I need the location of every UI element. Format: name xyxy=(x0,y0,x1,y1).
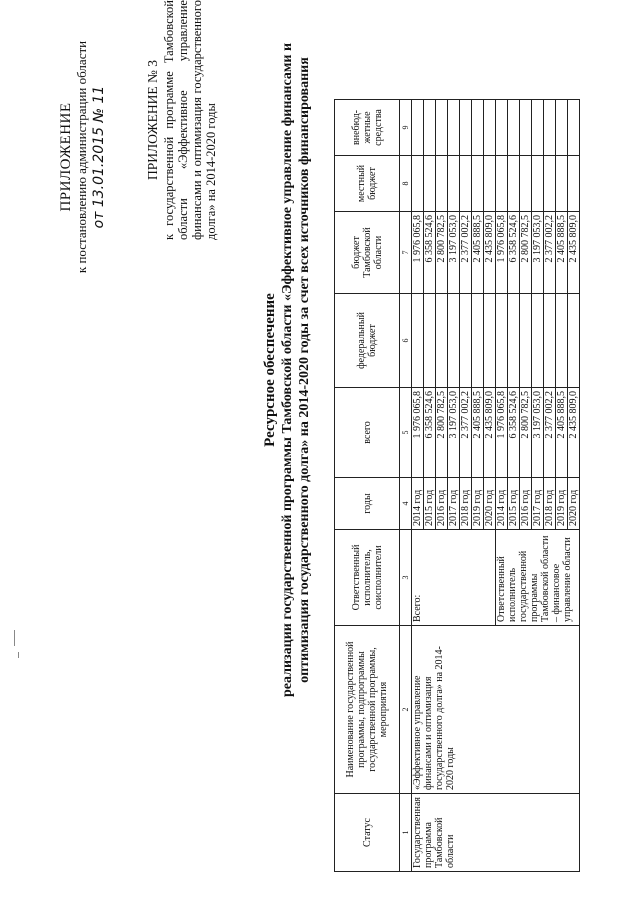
local-cell xyxy=(484,155,496,211)
executor-responsible-cell: Ответственный исполнитель государственной программы Тамбовской области – финансовое управление области xyxy=(496,529,580,625)
regional-cell: 2 405 888,5 xyxy=(472,211,484,293)
local-cell xyxy=(568,155,580,211)
total-cell: 6 358 524,6 xyxy=(424,387,436,477)
local-cell xyxy=(508,155,520,211)
local-cell xyxy=(460,155,472,211)
regional-cell: 2 377 002,2 xyxy=(544,211,556,293)
annex-block xyxy=(146,0,218,240)
table-header-row xyxy=(335,99,400,871)
federal-cell xyxy=(520,293,532,387)
extrabudgetary-cell xyxy=(460,99,472,155)
header-regional-budget: бюджет Тамбовской области xyxy=(335,211,400,293)
federal-cell xyxy=(436,293,448,387)
federal-cell xyxy=(532,293,544,387)
header-federal-budget: федеральный бюджет xyxy=(335,293,400,387)
column-number: 4 xyxy=(400,477,412,529)
extrabudgetary-cell xyxy=(436,99,448,155)
extrabudgetary-cell xyxy=(448,99,460,155)
regional-cell: 2 435 809,0 xyxy=(568,211,580,293)
regional-cell: 3 197 053,0 xyxy=(448,211,460,293)
approval-decree-line: к постановлению администрации области xyxy=(74,40,89,274)
executor-total-cell: Всего: xyxy=(412,529,496,625)
federal-cell xyxy=(472,293,484,387)
regional-cell: 2 800 782,5 xyxy=(520,211,532,293)
status-cell: Государственная программа Тамбовской области xyxy=(412,793,580,871)
scan-artifact xyxy=(18,652,19,658)
federal-cell xyxy=(424,293,436,387)
total-cell: 2 800 782,5 xyxy=(436,387,448,477)
total-cell: 1 976 065,8 xyxy=(412,387,424,477)
total-cell: 2 377 002,2 xyxy=(544,387,556,477)
title-line-2: реализации государственной программы Тамбовской области «Эффективное управление финансами и xyxy=(280,42,295,698)
year-cell: 2020 год xyxy=(568,477,580,529)
federal-cell xyxy=(412,293,424,387)
extrabudgetary-cell xyxy=(520,99,532,155)
column-number: 3 xyxy=(400,529,412,625)
regional-cell: 2 405 888,5 xyxy=(556,211,568,293)
year-cell: 2019 год xyxy=(556,477,568,529)
header-executor: Ответственный исполнитель, соисполнители xyxy=(335,529,400,625)
table-row xyxy=(412,99,424,871)
resource-table xyxy=(334,99,580,872)
extrabudgetary-cell xyxy=(544,99,556,155)
annex-text: к государственной программе Тамбовской области «Эффективное управление финансами и оптимизация государственного долга» на 2014-2020 годы xyxy=(162,0,218,240)
year-cell: 2014 год xyxy=(496,477,508,529)
title-line-3: оптимизация государственного долга» на 2014-2020 годы за счет всех источников финансирования xyxy=(297,57,312,683)
approval-heading: ПРИЛОЖЕНИЕ xyxy=(58,102,74,212)
local-cell xyxy=(556,155,568,211)
header-local-budget: местный бюджет xyxy=(335,155,400,211)
year-cell: 2019 год xyxy=(472,477,484,529)
extrabudgetary-cell xyxy=(472,99,484,155)
total-cell: 3 197 053,0 xyxy=(448,387,460,477)
extrabudgetary-cell xyxy=(412,99,424,155)
column-number: 6 xyxy=(400,293,412,387)
extrabudgetary-cell xyxy=(424,99,436,155)
regional-cell: 1 976 065,8 xyxy=(412,211,424,293)
total-cell: 2 435 809,0 xyxy=(484,387,496,477)
federal-cell xyxy=(496,293,508,387)
header-extrabudgetary: внебюд-жетные средства xyxy=(335,99,400,155)
federal-cell xyxy=(448,293,460,387)
year-cell: 2018 год xyxy=(460,477,472,529)
regional-cell: 1 976 065,8 xyxy=(496,211,508,293)
local-cell xyxy=(472,155,484,211)
column-number: 2 xyxy=(400,625,412,793)
federal-cell xyxy=(508,293,520,387)
regional-cell: 2 377 002,2 xyxy=(460,211,472,293)
year-cell: 2017 год xyxy=(448,477,460,529)
total-cell: 2 800 782,5 xyxy=(520,387,532,477)
regional-cell: 2 435 809,0 xyxy=(484,211,496,293)
total-cell: 2 435 809,0 xyxy=(568,387,580,477)
handwritten-decree-number: от 13.01.2015 № 11 xyxy=(91,85,107,229)
column-number: 7 xyxy=(400,211,412,293)
regional-cell: 3 197 053,0 xyxy=(532,211,544,293)
column-number: 1 xyxy=(400,793,412,871)
extrabudgetary-cell xyxy=(496,99,508,155)
regional-cell: 6 358 524,6 xyxy=(508,211,520,293)
annex-heading: ПРИЛОЖЕНИЕ № 3 xyxy=(145,59,160,181)
year-cell: 2015 год xyxy=(424,477,436,529)
extrabudgetary-cell xyxy=(508,99,520,155)
column-number-row xyxy=(400,99,412,871)
column-number: 9 xyxy=(400,99,412,155)
local-cell xyxy=(424,155,436,211)
column-number: 8 xyxy=(400,155,412,211)
header-program-name: Наименование государственной программы, подпрограммы государственной программы, мероприятия xyxy=(335,625,400,793)
local-cell xyxy=(520,155,532,211)
document-title xyxy=(262,0,313,755)
column-number: 5 xyxy=(400,387,412,477)
extrabudgetary-cell xyxy=(532,99,544,155)
local-cell xyxy=(544,155,556,211)
federal-cell xyxy=(544,293,556,387)
local-cell xyxy=(496,155,508,211)
total-cell: 2 405 888,5 xyxy=(556,387,568,477)
total-cell: 2 377 002,2 xyxy=(460,387,472,477)
year-cell: 2016 год xyxy=(436,477,448,529)
header-status: Статус xyxy=(335,793,400,871)
federal-cell xyxy=(460,293,472,387)
program-name-cell: «Эффективное управление финансами и оптимизация государственного долга» на 2014-2020 годы xyxy=(412,625,580,793)
regional-cell: 2 800 782,5 xyxy=(436,211,448,293)
local-cell xyxy=(448,155,460,211)
total-cell: 6 358 524,6 xyxy=(508,387,520,477)
extrabudgetary-cell xyxy=(556,99,568,155)
scan-artifact xyxy=(14,630,15,646)
local-cell xyxy=(412,155,424,211)
year-cell: 2014 год xyxy=(412,477,424,529)
local-cell xyxy=(436,155,448,211)
local-cell xyxy=(532,155,544,211)
federal-cell xyxy=(484,293,496,387)
total-cell: 3 197 053,0 xyxy=(532,387,544,477)
federal-cell xyxy=(568,293,580,387)
year-cell: 2020 год xyxy=(484,477,496,529)
total-cell: 1 976 065,8 xyxy=(496,387,508,477)
title-line-1: Ресурсное обеспечение xyxy=(262,293,278,447)
federal-cell xyxy=(556,293,568,387)
approval-block xyxy=(58,7,107,307)
total-cell: 2 405 888,5 xyxy=(472,387,484,477)
year-cell: 2017 год xyxy=(532,477,544,529)
header-total: всего xyxy=(335,387,400,477)
year-cell: 2015 год xyxy=(508,477,520,529)
regional-cell: 6 358 524,6 xyxy=(424,211,436,293)
header-years: годы xyxy=(335,477,400,529)
year-cell: 2018 год xyxy=(544,477,556,529)
extrabudgetary-cell xyxy=(484,99,496,155)
extrabudgetary-cell xyxy=(568,99,580,155)
year-cell: 2016 год xyxy=(520,477,532,529)
